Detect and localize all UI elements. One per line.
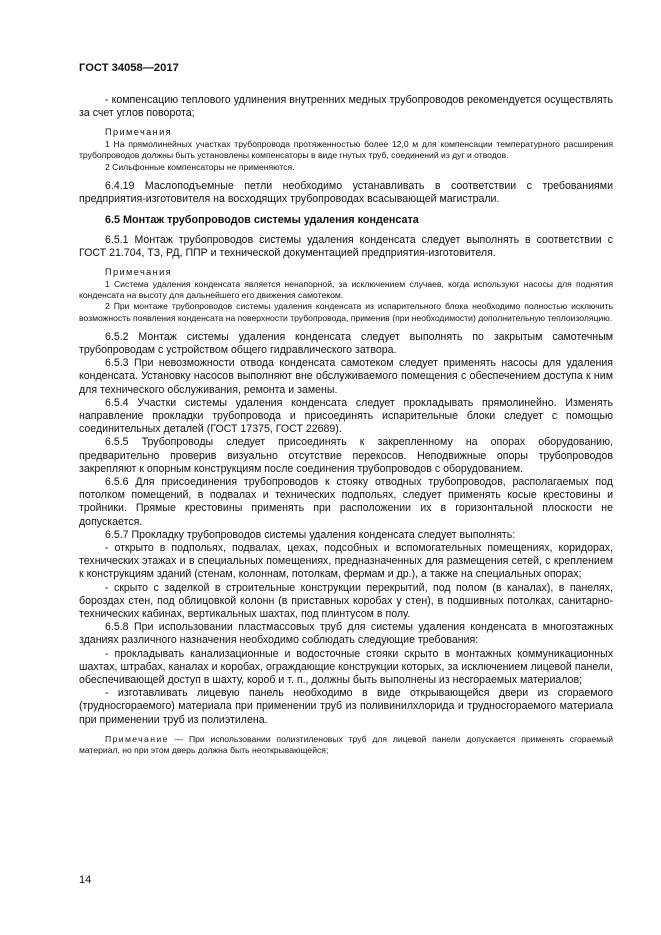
- note-1-2: 2 Сильфонные компенсаторы не применяются.: [105, 161, 295, 172]
- paragraph-compensation: - компенсацию теплового удлинения внутренних медных трубопроводов рекомендуется осуществлять за счет углов поворота;: [79, 94, 613, 120]
- document-body: [79, 94, 613, 756]
- note-2-2: 2 При монтаже трубопроводов системы удаления конденсата из испарительного блока необходимо полностью исключить возможность появления конденсата на поверхности трубопровода, применив (при необходимости) дополнительную теплоизоляцию.: [79, 301, 613, 323]
- paragraph-6-5-2: 6.5.2 Монтаж системы удаления конденсата следует выполнять по закрытым самотечным трубопроводам с устройством общего гидравлического затвора.: [79, 330, 613, 356]
- paragraph-6-5-3: 6.5.3 При невозможности отвода конденсата самотеком следует применять насосы для удаления конденсата. Установку насосов выполняют вне обслуживаемого помещения с обеспечением доступа к ним для технического обслуживания, ремонта и замены.: [79, 357, 613, 396]
- note-1-1: 1 На прямолинейных участках трубопровода протяженностью более 12,0 м для компенсации температурного расширения трубопроводов должны быть установлены компенсаторы в виде гнутых труб, соединений из дуг и отводов.: [79, 138, 613, 161]
- page-number: 14: [79, 874, 92, 886]
- paragraph-6-5-5: 6.5.5 Трубопроводы следует присоединять к закрепленному на опорах оборудованию, предварительно проверив визуально отсутствие перекосов. Неподвижные опоры трубопроводов закрепляют к опорным конструкциям после соединения трубопроводов с оборудованием.: [79, 436, 613, 475]
- list-item-hidden-laying: - скрыто с заделкой в строительные конструкции перекрытий, под полом (в каналах), в панелях, бороздах стен, под облицовкой колонн (в приставных коробах у стен), в подшивных потолках, санитарно-технических кабинах, вертикальных шахтах, под плинтусом в полу.: [79, 581, 613, 621]
- paragraph-6-5-4: 6.5.4 Участки системы удаления конденсата следует прокладывать прямолинейно. Изменять направление прокладки трубопровода и присоединять испарительные блоки следует с помощью соединительных деталей (ГОСТ 17375, ГОСТ 22689).: [79, 396, 613, 436]
- paragraph-6-5-1: 6.5.1 Монтаж трубопроводов системы удаления конденсата следует выполнять в соответствии с ГОСТ 21.704, ТЗ, РД, ППР и технической документацией предприятия-изготовителя.: [79, 233, 613, 259]
- notes-heading-1: Примечания: [105, 127, 173, 138]
- final-note-heading: Примечание: [105, 733, 169, 744]
- note-2-1: 1 Система удаления конденсата является ненапорной, за исключением случаев, когда используют насосы для поднятия конденсата на высоту для дальнейшего его движения самотеком.: [79, 278, 613, 300]
- final-note-text: — При использовании полиэтиленовых труб для лицевой панели допускается применять сгораемый материал, но при этом дверь должна быть неоткрывающейся;: [79, 733, 613, 756]
- paragraph-6-5-6: 6.5.6 Для присоединения трубопроводов к стояку отводных трубопроводов, располагаемых под потолком помещений, в подвалах и технических подпольях, следует применять косые крестовины и тройники. Прямые крестовины применять при расположении их в горизонтальной плоскости не допускается.: [79, 476, 613, 528]
- list-item-front-panel: - изготавливать лицевую панель необходимо в виде открывающейся двери из сгораемого (трудносгораемого) материала при применении труб из поливинилхлорида и трудносгораемого материала при применении труб из полиэтилена.: [79, 687, 613, 726]
- notes-heading-2: Примечания: [105, 267, 173, 278]
- list-item-risers: - прокладывать канализационные и водосточные стояки скрыто в монтажных коммуникационных шахтах, штрабах, каналах и коробах, ограждающие конструкции которых, за исключением лицевой панели, обеспечивающей доступ в шахту, короб и т. п., должны быть выполнены из несгораемых материалов;: [79, 647, 613, 687]
- final-note: [79, 734, 613, 757]
- document-header: ГОСТ 34058—2017: [79, 62, 179, 74]
- paragraph-6-5-8: 6.5.8 При использовании пластмассовых труб для системы удаления конденсата в многоэтажных зданиях различного назначения необходимо соблюдать следующие требования:: [79, 621, 613, 647]
- list-item-open-laying: - открыто в подпольях, подвалах, цехах, подсобных и вспомогательных помещениях, коридорах, технических этажах и в специальных помещениях, предназначенных для размещения сетей, с креплением к конструкциям зданий (стенам, колоннам, потолкам, фермам и др.), а также на специальных опорах;: [79, 542, 613, 581]
- section-heading-6-5: 6.5 Монтаж трубопроводов системы удаления конденсата: [105, 214, 419, 227]
- paragraph-6-4-19: 6.4.19 Маслоподъемные петли необходимо устанавливать в соответствии с требованиями предприятия-изготовителя на восходящих трубопроводах всасывающей магистрали.: [79, 179, 613, 205]
- paragraph-6-5-7: 6.5.7 Прокладку трубопроводов системы удаления конденсата следует выполнять:: [105, 528, 516, 541]
